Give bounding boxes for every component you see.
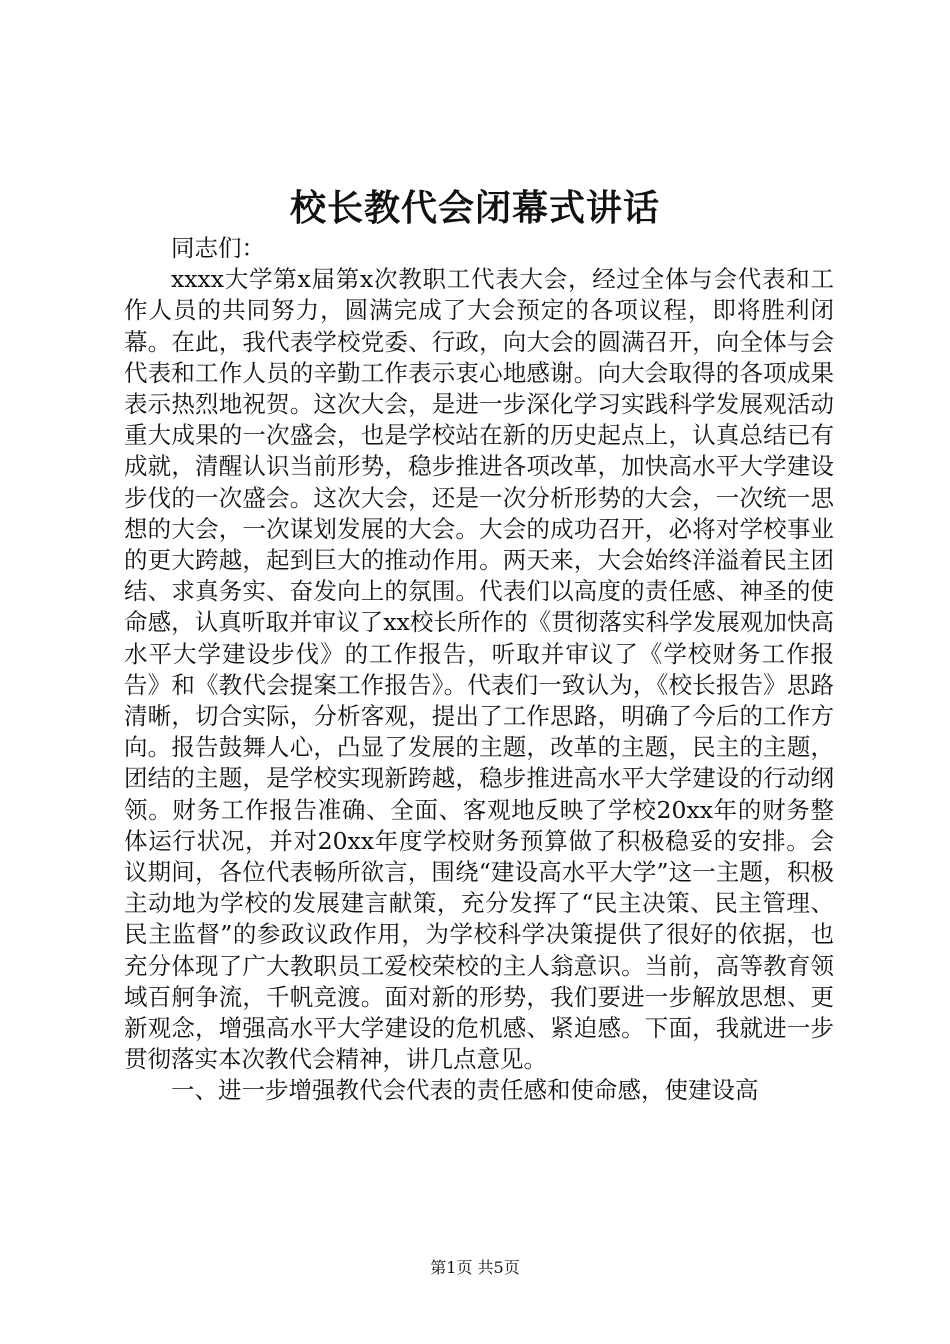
body-paragraph-2: 一、进一步增强教代会代表的责任感和使命感，使建设高: [171, 1076, 759, 1105]
page-footer: 第1页 共5页: [430, 1258, 520, 1277]
document-body: [124, 233, 834, 1107]
document-title: 校长教代会闭幕式讲话: [289, 187, 660, 229]
salutation: 同志们：: [171, 234, 265, 262]
body-paragraph-1: xxxx大学第x届第x次教职工代表大会，经过全体与会代表和工作人员的共同努力，圆满完成了大会预定的各项议程，即将胜利闭幕。在此，我代表学校党委、行政，向大会的圆满召开，向全体与会代表和工作人员的辛勤工作表示衷心地感谢。向大会取得的各项成果表示热烈地祝贺。这次大会，是进一步深化学习实践科学发展观活动重大成果的一次盛会，也是学校站在新的历史起点上，认真总结已有成就，清醒认识当前形势，稳步推进各项改革，加快高水平大学建设步伐的一次盛会。这次大会，还是一次分析形势的大会，一次统一思想的大会，一次谋划发展的大会。大会的成功召开，必将对学校事业的更大跨越，起到巨大的推动作用。两天来，大会始终洋溢着民主团结、求真务实、奋发向上的氛围。代表们以高度的责任感、神圣的使命感，认真听取并审议了xx校长所作的《贯彻落实科学发展观加快高水平大学建设步伐》的工作报告，听取并审议了《学校财务工作报告》和《教代会提案工作报告》。代表们一致认为，《校长报告》思路清晰，切合实际，分析客观，提出了工作思路，明确了今后的工作方向。报告鼓舞人心，凸显了发展的主题，改革的主题，民主的主题，团结的主题，是学校实现新跨越，稳步推进高水平大学建设的行动纲领。财务工作报告准确、全面、客观地反映了学校20xx年的财务整体运行状况，并对20xx年度学校财务预算做了积极稳妥的安排。会议期间，各位代表畅所欲言，围绕“建设高水平大学”这一主题，积极主动地为学校的发展建言献策，充分发挥了“民主决策、民主管理、民主监督”的参政议政作用，为学校科学决策提供了很好的依据，也充分体现了广大教职员工爱校荣校的主人翁意识。当前，高等教育领域百舸争流，千帆竞渡。面对新的形势，我们要进一步解放思想、更新观念，增强高水平大学建设的危机感、紧迫感。下面，我就进一步贯彻落实本次教代会精神，讲几点意见。: [124, 265, 834, 1074]
